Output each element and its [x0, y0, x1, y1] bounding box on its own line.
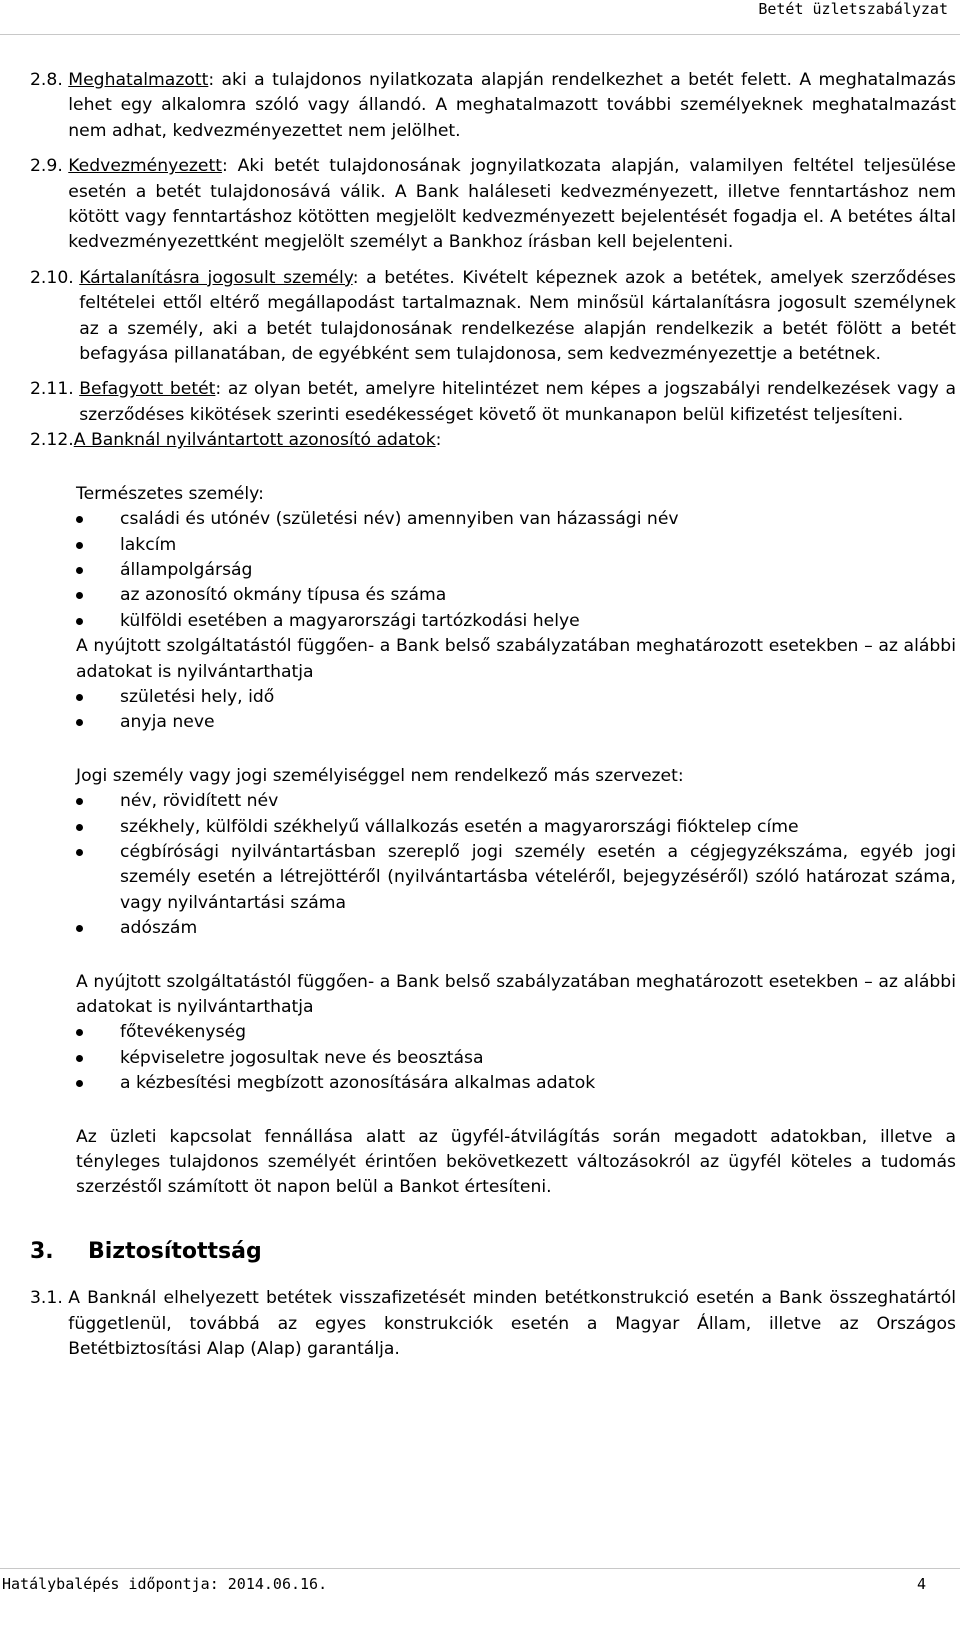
- natural-extra-list: [76, 685, 956, 736]
- list-item: külföldi esetében a magyarországi tartózkodási helye: [76, 609, 956, 634]
- list-item: adószám: [76, 916, 956, 941]
- legal-extra-intro: A nyújtott szolgáltatástól függően- a Bank belső szabályzatában meghatározott esetekben – az alábbi adatokat is nyilvántarthatja: [76, 971, 956, 1017]
- chapter-number: 3.: [30, 1238, 54, 1264]
- section-text: : a betétes. Kivételt képeznek azok a betétek, amelyek szerződéses feltételei ettől eltérő megállapodást tartalmaznak. Nem minősül kártalanításra jogosult személynek az a személy, aki a betét tulajdonosának rendelkezése alapján rendelkezik a betét fölött a betét befagyása pillanatában, de egyébként sem tulajdonosa, sem kedvezményezettje a betétnek.: [79, 267, 956, 365]
- section-2-12: [30, 428, 956, 453]
- section-number: 2.9.: [30, 156, 69, 177]
- list-item: cégbírósági nyilvántartásban szereplő jogi személy esetén a cégjegyzékszáma, egyéb jogi személy esetén a létrejöttéről (nyilvántartásba vételéről, bejegyzéséről) szóló határozat száma, vagy nyilvántartási száma: [76, 840, 956, 916]
- section-text: : Aki betét tulajdonosának jognyilatkozata alapján, valamilyen feltétel teljesülése esetén a betét tulajdonosává válik. A Bank haláleseti kedvezményezett, illetve fenntartáshoz nem kötött vagy fenntartáshoz kötötten megjelölt kedvezményezett bejelentését fogadja el. A betétes által kedvezményezettként megjelölt személyt a Bankhoz írásban kell bejelenteni.: [68, 156, 956, 253]
- natural-person-title: Természetes személy:: [76, 483, 264, 504]
- natural-person-list: [76, 507, 956, 634]
- section-number: 3.1.: [30, 1288, 69, 1309]
- list-item: állampolgárság: [76, 558, 956, 583]
- document-body: [30, 68, 956, 1362]
- section-2-8: [30, 68, 956, 144]
- section-text: : aki a tulajdonos nyilatkozata alapján rendelkezhet a betét felett. A meghatalmazás lehet egy alkalomra szóló vagy állandó. A meghatalmazott további személyeknek meghatalmazást nem adhat, kedvezményezettet nem jelölhet.: [68, 70, 956, 141]
- section-2-11: [30, 377, 956, 428]
- list-item: főtevékenység: [76, 1020, 956, 1045]
- natural-extra-intro: A nyújtott szolgáltatástól függően- a Bank belső szabályzatában meghatározott esetekben – az alábbi adatokat is nyilvántarthatja: [76, 636, 956, 682]
- term-meghatalmazott: Meghatalmazott: [68, 70, 209, 90]
- list-item: születési hely, idő: [76, 685, 956, 710]
- term-azonosito-adatok: A Banknál nyilvántartott azonosító adatok: [73, 430, 436, 451]
- page-header: Betét üzletszabályzat: [758, 0, 948, 18]
- footer-divider: [0, 1568, 960, 1569]
- list-item: lakcím: [76, 533, 956, 558]
- section-text: A Banknál elhelyezett betétek visszafizetését minden betétkonstrukció esetén a Bank összeghatártól függetlenül, továbbá az egyes konstrukciók esetén a Magyar Állam, illetve az Országos Betétbiztosítási Alap (Alap) garantálja.: [68, 1288, 956, 1360]
- section-number: 2.10.: [30, 267, 80, 288]
- section-text: :: [435, 430, 442, 451]
- section-text: : az olyan betét, amelyre hitelintézet nem képes a jogszabályi rendelkezések vagy a szerződéses kikötések szerinti esedékességet követő öt munkanapon belül kifizetést teljesíteni.: [79, 379, 957, 425]
- effective-date: Hatálybalépés időpontja: 2014.06.16.: [2, 1575, 328, 1593]
- section-number: 2.12.: [30, 430, 74, 451]
- term-kartalanitasra-jogosult: Kártalanításra jogosult személy: [79, 267, 353, 288]
- chapter-heading: [30, 1239, 956, 1264]
- list-item: az azonosító okmány típusa és száma: [76, 583, 956, 608]
- page-number: 4: [916, 1575, 926, 1593]
- section-2-9: [30, 154, 956, 256]
- notice-paragraph: Az üzleti kapcsolat fennállása alatt az ügyfél-átvilágítás során megadott adatokban, illetve a tényleges tulajdonos személyét érintően bekövetkezett változásokról az ügyfél köteles a tudomás szerzéstől számított öt napon belül a Bankot értesíteni.: [76, 1126, 956, 1198]
- term-befagyott-betet: Befagyott betét: [79, 379, 216, 400]
- list-item: székhely, külföldi székhelyű vállalkozás esetén a magyarországi fióktelep címe: [76, 815, 956, 840]
- legal-person-title: Jogi személy vagy jogi személyiséggel nem rendelkező más szervezet:: [76, 765, 684, 786]
- legal-extra-list: [76, 1020, 956, 1096]
- term-kedvezmenyezett: Kedvezményezett: [68, 156, 222, 177]
- section-3-1: [30, 1286, 956, 1362]
- list-item: a kézbesítési megbízott azonosítására alkalmas adatok: [76, 1071, 956, 1096]
- list-item: családi és utónév (születési név) amennyiben van házassági név: [76, 507, 956, 532]
- list-item: képviseletre jogosultak neve és beosztása: [76, 1046, 956, 1071]
- header-divider: [0, 34, 960, 35]
- chapter-title: Biztosítottság: [88, 1238, 262, 1264]
- list-item: név, rövidített név: [76, 789, 956, 814]
- section-number: 2.8.: [30, 70, 69, 90]
- list-item: anyja neve: [76, 710, 956, 735]
- section-number: 2.11.: [30, 379, 80, 400]
- section-2-10: [30, 266, 956, 368]
- legal-person-list: [76, 789, 956, 941]
